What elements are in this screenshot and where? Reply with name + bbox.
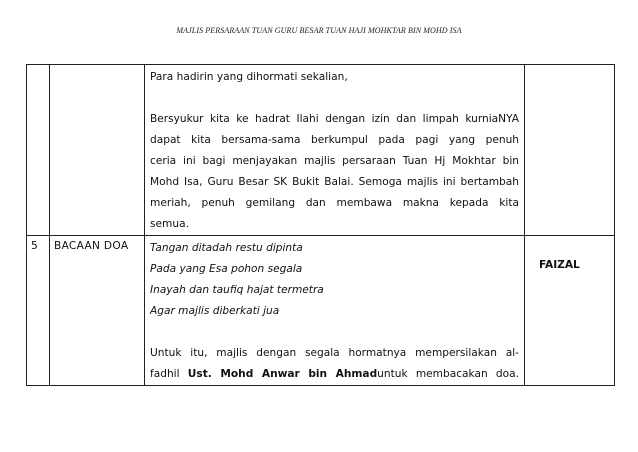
script-line: semua. — [150, 218, 189, 230]
poem-line: Inayah dan taufiq hajat termetra — [150, 284, 324, 296]
script-line: Bersyukur kita ke hadrat Ilahi dengan izin dan limpah kurniaNYA — [150, 113, 519, 125]
row-number: 5 — [27, 236, 50, 386]
script-cell — [145, 236, 525, 386]
script-line: Mohd Isa, Guru Besar SK Bukit Balai. Semoga majlis ini bertambah — [150, 176, 519, 188]
script-text: fadhil — [150, 368, 180, 380]
table-row — [27, 65, 615, 236]
table-row — [27, 236, 615, 386]
blank-line — [150, 88, 519, 109]
script-cell — [145, 65, 525, 236]
script-text: untuk membacakan doa. — [377, 368, 519, 380]
poem-line: Pada yang Esa pohon segala — [150, 263, 303, 275]
script-line — [150, 364, 519, 385]
invited-name: Ust. Mohd Anwar bin Ahmad — [187, 368, 378, 380]
script-line: Untuk itu, majlis dengan segala hormatnya mempersilakan al- — [150, 347, 519, 359]
number-cell — [27, 65, 50, 236]
item-label: BACAAN DOA — [50, 236, 145, 386]
item-cell — [50, 65, 145, 236]
poem-line: Agar majlis diberkati jua — [150, 305, 280, 317]
script-line: Para hadirin yang dihormati sekalian, — [150, 71, 348, 83]
script-line: dapat kita bersama-sama berkumpul pada pagi yang penuh — [150, 134, 519, 146]
blank-line — [150, 322, 519, 343]
person-name: FAIZAL — [525, 236, 615, 386]
poem-line: Tangan ditadah restu dipinta — [150, 242, 303, 254]
person-cell — [525, 65, 615, 236]
script-line: meriah, penuh gemilang dan membawa makna kepada kita — [150, 197, 519, 209]
program-table — [26, 64, 615, 386]
page-header: MAJLIS PERSARAAN TUAN GURU BESAR TUAN HAJI MOHKTAR BIN MOHD ISA — [176, 26, 462, 35]
script-line: ceria ini bagi menjayakan majlis persaraan Tuan Hj Mokhtar bin — [150, 155, 519, 167]
